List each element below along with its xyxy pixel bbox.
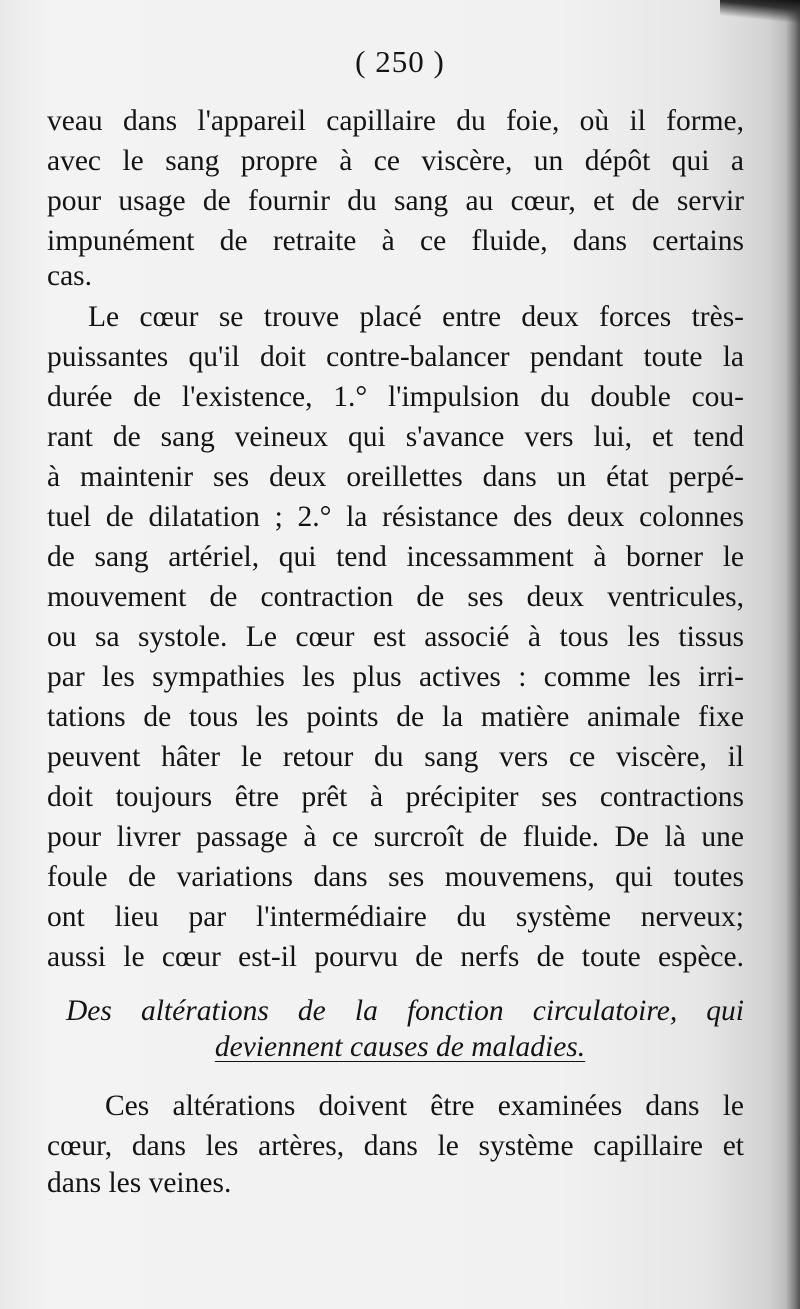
text-line: cœur, dans les artères, dans le système capillaire et [47,1130,744,1162]
text-line: de sang artériel, qui tend incessamment à borner le [47,541,744,573]
text-line: durée de l'existence, 1.° l'impulsion du double cou- [47,381,744,413]
page-corner-shadow [720,0,800,24]
section-heading-continued: deviennent causes de maladies. [214,1031,586,1063]
text-line: doit toujours être prêt à précipiter ses contractions [47,781,744,813]
text-line: ou sa systole. Le cœur est associé à tous les tissus [47,621,744,653]
text-line: dans les veines. [47,1167,232,1199]
page-edge-shadow [786,0,800,1309]
text-line: foule de variations dans ses mouvemens, qui toutes [47,861,744,893]
text-line: tuel de dilatation ; 2.° la résistance des deux colonnes [47,501,744,533]
text-line: impunément de retraite à ce fluide, dans certains [47,225,744,257]
text-line: peuvent hâter le retour du sang vers ce viscère, il [47,741,744,773]
text-line: pour livrer passage à ce surcroît de fluide. De là une [47,821,744,853]
text-line: cas. [47,260,93,292]
text-line: par les sympathies les plus actives : comme les irri- [47,661,744,693]
text-line: rant de sang veineux qui s'avance vers lui, et tend [47,421,744,453]
text-line: Ces altérations doivent être examinées dans le [105,1090,744,1122]
text-line: pour usage de fournir du sang au cœur, et de servir [47,185,744,217]
text-line: à maintenir ses deux oreillettes dans un état perpé- [47,461,744,493]
text-line: avec le sang propre à ce viscère, un dépôt qui a [47,145,744,177]
text-line: puissantes qu'il doit contre-balancer pendant toute la [47,341,744,373]
text-line: veau dans l'appareil capillaire du foie, où il forme, [47,105,744,137]
page-number: ( 250 ) [355,44,445,79]
text-line: aussi le cœur est-il pourvu de nerfs de toute espèce. [47,941,744,973]
text-line: mouvement de contraction de ses deux ventricules, [47,581,744,613]
text-line: Le cœur se trouve placé entre deux forces très- [88,301,744,333]
text-line: ont lieu par l'intermédiaire du système nerveux; [47,901,744,933]
section-heading: Des altérations de la fonction circulatoire, qui [66,995,744,1027]
text-line: tations de tous les points de la matière animale fixe [47,701,744,733]
